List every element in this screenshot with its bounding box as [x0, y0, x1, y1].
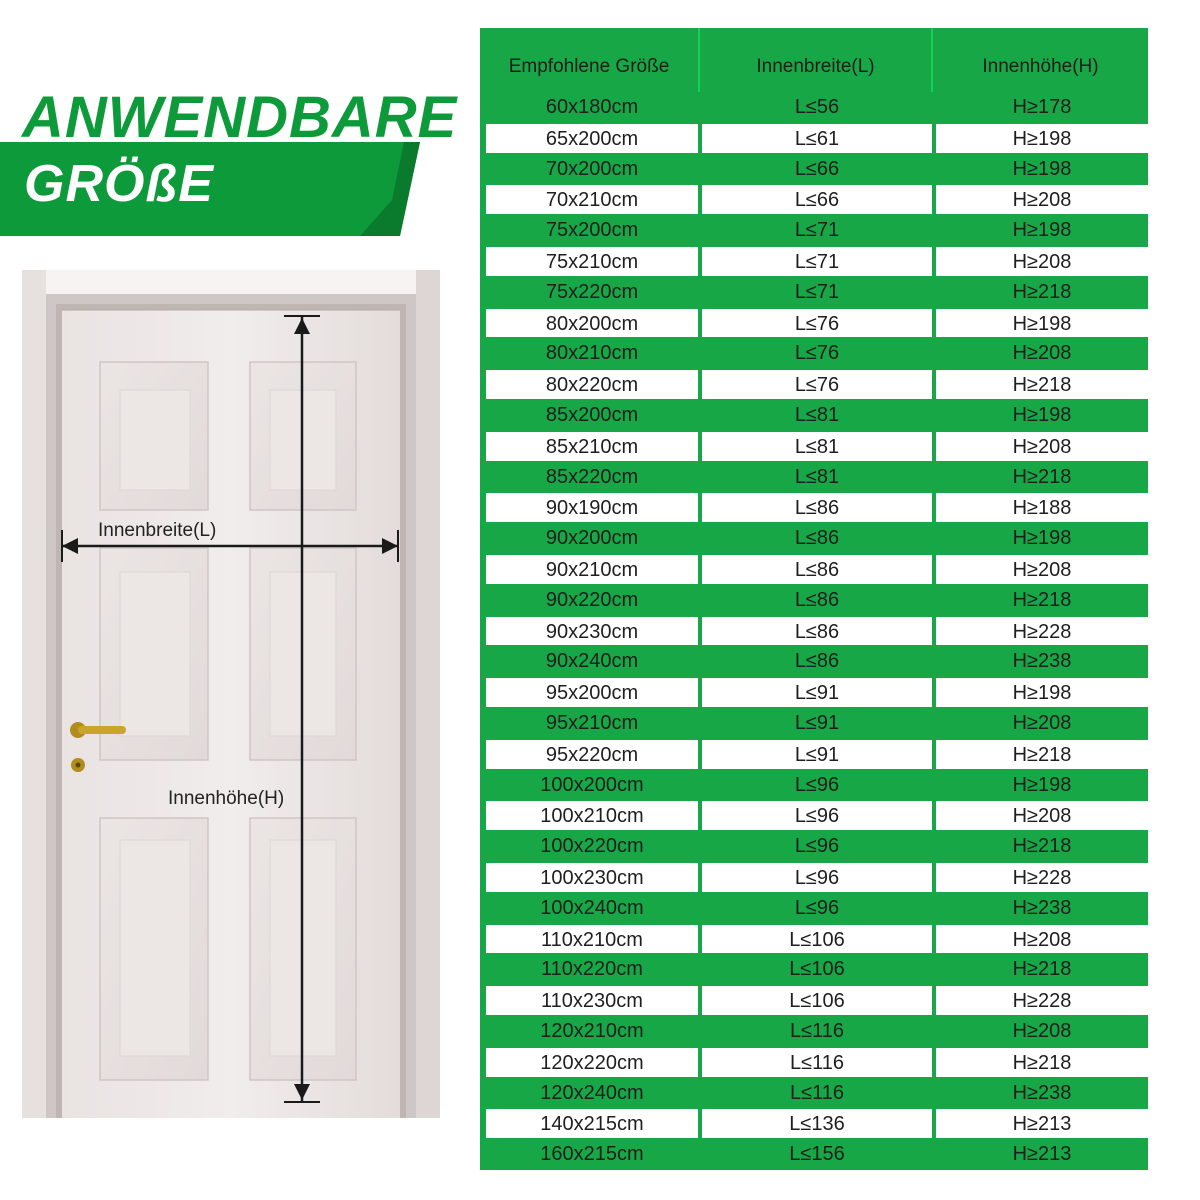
door-illustration: [0, 250, 470, 1130]
width-label: Innenbreite(L): [98, 520, 217, 541]
cell-size: 110x220cm: [486, 954, 698, 985]
cell-size: 95x200cm: [486, 678, 698, 707]
cell-size: 70x210cm: [486, 185, 698, 214]
cell-height: H≥198: [936, 309, 1148, 338]
cell-height: H≥213: [936, 1139, 1148, 1170]
table-row: [480, 554, 1148, 585]
cell-size: 90x240cm: [486, 646, 698, 677]
cell-height: H≥218: [936, 1048, 1148, 1077]
cell-height: H≥208: [936, 338, 1148, 369]
cell-size: 120x220cm: [486, 1048, 698, 1077]
header-inner-height: Innenhöhe(H): [931, 28, 1148, 92]
table-row: [480, 1139, 1148, 1170]
table-row: [480, 585, 1148, 616]
cell-width: L≤106: [702, 986, 932, 1015]
cell-height: H≥238: [936, 1078, 1148, 1109]
cell-size: 75x220cm: [486, 277, 698, 308]
cell-height: H≥198: [936, 770, 1148, 801]
cell-width: L≤86: [702, 523, 932, 554]
table-row: [480, 492, 1148, 523]
table-body: [480, 92, 1148, 1170]
cell-size: 60x180cm: [486, 92, 698, 123]
table-row: [480, 277, 1148, 308]
cell-height: H≥228: [936, 986, 1148, 1015]
cell-height: H≥218: [936, 370, 1148, 399]
cell-height: H≥218: [936, 954, 1148, 985]
cell-width: L≤76: [702, 309, 932, 338]
table-row: [480, 154, 1148, 185]
cell-height: H≥208: [936, 247, 1148, 276]
cell-height: H≥238: [936, 646, 1148, 677]
table-row: [480, 92, 1148, 123]
cell-size: 120x210cm: [486, 1016, 698, 1047]
cell-height: H≥228: [936, 863, 1148, 892]
table-row: [480, 369, 1148, 400]
cell-size: 100x240cm: [486, 893, 698, 924]
cell-width: L≤66: [702, 185, 932, 214]
cell-height: H≥238: [936, 893, 1148, 924]
cell-height: H≥208: [936, 185, 1148, 214]
table-row: [480, 831, 1148, 862]
table-row: [480, 646, 1148, 677]
table-row: [480, 123, 1148, 154]
cell-size: 100x200cm: [486, 770, 698, 801]
cell-size: 85x220cm: [486, 462, 698, 493]
cell-size: 80x210cm: [486, 338, 698, 369]
cell-height: H≥218: [936, 462, 1148, 493]
cell-height: H≥218: [936, 277, 1148, 308]
cell-width: L≤86: [702, 493, 932, 522]
table-row: [480, 800, 1148, 831]
cell-width: L≤91: [702, 708, 932, 739]
cell-width: L≤96: [702, 831, 932, 862]
cell-size: 90x220cm: [486, 585, 698, 616]
table-row: [480, 400, 1148, 431]
cell-height: H≥208: [936, 801, 1148, 830]
table-row: [480, 523, 1148, 554]
cell-size: 90x200cm: [486, 523, 698, 554]
cell-width: L≤66: [702, 154, 932, 185]
cell-size: 90x190cm: [486, 493, 698, 522]
cell-width: L≤86: [702, 555, 932, 584]
cell-width: L≤56: [702, 92, 932, 123]
cell-size: 110x210cm: [486, 925, 698, 954]
table-row: [480, 770, 1148, 801]
cell-height: H≥198: [936, 400, 1148, 431]
table-row: [480, 308, 1148, 339]
heading-title-line2: GRÖßE: [24, 155, 214, 213]
table-row: [480, 431, 1148, 462]
cell-width: L≤116: [702, 1048, 932, 1077]
cell-size: 75x200cm: [486, 215, 698, 246]
cell-size: 75x210cm: [486, 247, 698, 276]
table-row: [480, 893, 1148, 924]
cell-height: H≥198: [936, 154, 1148, 185]
cell-height: H≥188: [936, 493, 1148, 522]
cell-height: H≥213: [936, 1109, 1148, 1138]
cell-width: L≤81: [702, 432, 932, 461]
cell-size: 85x200cm: [486, 400, 698, 431]
cell-width: L≤156: [702, 1139, 932, 1170]
cell-width: L≤76: [702, 370, 932, 399]
cell-height: H≥208: [936, 925, 1148, 954]
cell-width: L≤71: [702, 247, 932, 276]
table-row: [480, 616, 1148, 647]
cell-size: 95x220cm: [486, 740, 698, 769]
table-row: [480, 246, 1148, 277]
cell-size: 85x210cm: [486, 432, 698, 461]
table-header: [480, 28, 1148, 92]
cell-width: L≤71: [702, 277, 932, 308]
cell-width: L≤96: [702, 770, 932, 801]
cell-width: L≤106: [702, 954, 932, 985]
cell-size: 100x230cm: [486, 863, 698, 892]
cell-width: L≤91: [702, 678, 932, 707]
cell-height: H≥208: [936, 432, 1148, 461]
cell-size: 90x230cm: [486, 617, 698, 646]
cell-height: H≥218: [936, 740, 1148, 769]
table-row: [480, 708, 1148, 739]
cell-height: H≥228: [936, 617, 1148, 646]
cell-width: L≤61: [702, 124, 932, 153]
cell-width: L≤96: [702, 863, 932, 892]
table-row: [480, 924, 1148, 955]
table-row: [480, 1078, 1148, 1109]
cell-height: H≥198: [936, 678, 1148, 707]
header-recommended-size: Empfohlene Größe: [508, 56, 670, 77]
cell-width: L≤71: [702, 215, 932, 246]
cell-width: L≤116: [702, 1016, 932, 1047]
cell-width: L≤136: [702, 1109, 932, 1138]
cell-height: H≥218: [936, 585, 1148, 616]
cell-width: L≤116: [702, 1078, 932, 1109]
table-row: [480, 954, 1148, 985]
cell-size: 120x240cm: [486, 1078, 698, 1109]
cell-size: 160x215cm: [486, 1139, 698, 1170]
cell-size: 65x200cm: [486, 124, 698, 153]
cell-width: L≤81: [702, 400, 932, 431]
cell-size: 80x200cm: [486, 309, 698, 338]
cell-height: H≥198: [936, 124, 1148, 153]
size-table: [480, 28, 1148, 1170]
cell-height: H≥178: [936, 92, 1148, 123]
table-row: [480, 985, 1148, 1016]
cell-width: L≤86: [702, 617, 932, 646]
cell-width: L≤81: [702, 462, 932, 493]
table-row: [480, 1016, 1148, 1047]
cell-height: H≥208: [936, 1016, 1148, 1047]
table-row: [480, 1047, 1148, 1078]
cell-width: L≤86: [702, 585, 932, 616]
table-row: [480, 184, 1148, 215]
cell-size: 80x220cm: [486, 370, 698, 399]
height-label: Innenhöhe(H): [168, 788, 285, 809]
cell-width: L≤106: [702, 925, 932, 954]
door-drawing: [0, 250, 470, 1130]
table-row: [480, 862, 1148, 893]
cell-size: 100x220cm: [486, 831, 698, 862]
cell-height: H≥218: [936, 831, 1148, 862]
cell-size: 110x230cm: [486, 986, 698, 1015]
table-row: [480, 739, 1148, 770]
cell-width: L≤96: [702, 801, 932, 830]
table-row: [480, 677, 1148, 708]
cell-width: L≤91: [702, 740, 932, 769]
table-row: [480, 462, 1148, 493]
cell-size: 95x210cm: [486, 708, 698, 739]
table-row: [480, 1108, 1148, 1139]
heading-title-line1: ANWENDBARE: [22, 85, 458, 150]
cell-height: H≥208: [936, 708, 1148, 739]
cell-height: H≥198: [936, 215, 1148, 246]
heading-banner: [0, 0, 470, 250]
cell-size: 90x210cm: [486, 555, 698, 584]
table-row: [480, 338, 1148, 369]
cell-size: 70x200cm: [486, 154, 698, 185]
cell-width: L≤86: [702, 646, 932, 677]
header-inner-width: Innenbreite(L): [698, 28, 931, 92]
cell-width: L≤76: [702, 338, 932, 369]
cell-size: 100x210cm: [486, 801, 698, 830]
cell-width: L≤96: [702, 893, 932, 924]
cell-size: 140x215cm: [486, 1109, 698, 1138]
table-row: [480, 215, 1148, 246]
cell-height: H≥208: [936, 555, 1148, 584]
cell-height: H≥198: [936, 523, 1148, 554]
